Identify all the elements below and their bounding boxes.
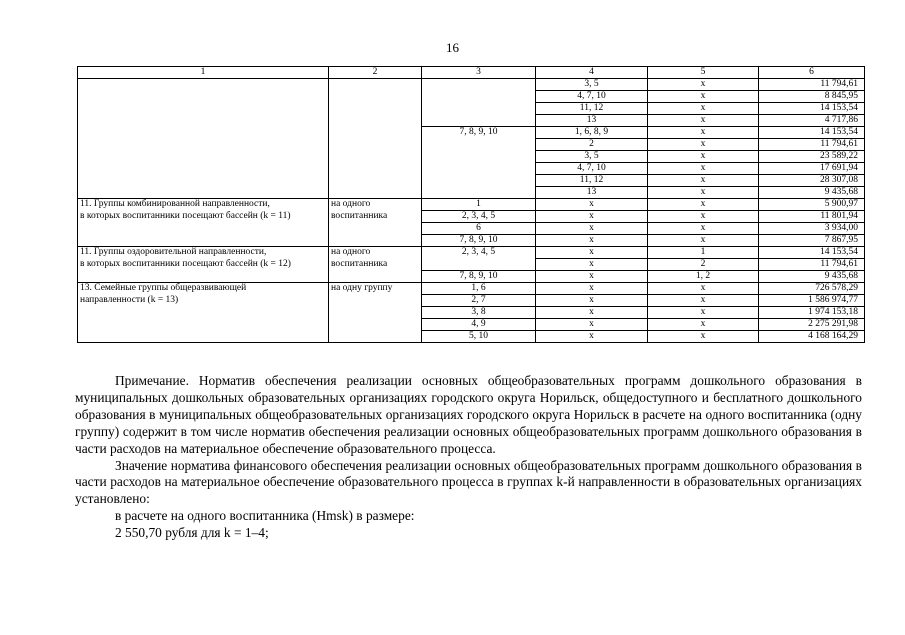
per-pupil-line: в расчете на одного воспитанника (Hmsk) в размере: [115,508,415,524]
table-cell [329,151,422,163]
table-cell: 11 794,61 [759,259,865,271]
table-cell [422,91,536,103]
norm-value-paragraph: Значение норматива финансового обеспечения реализации основных общеобразовательных программ дошкольного образования в части расходов на материальное обеспечение образовательного процесса в группах k-й направленности в образовательных организациях установлено: [75,457,862,507]
table-cell: 4, 7, 10 [536,91,648,103]
table-cell: 13 [536,187,648,199]
table-cell: 1, 6 [422,283,536,295]
table-cell: x [536,283,648,295]
table-cell: на одну группу [329,283,422,295]
table-cell [78,103,329,115]
table-cell: x [536,331,648,343]
table-row [78,127,865,139]
table-row [78,103,865,115]
table-cell [78,235,329,247]
table-cell: 7, 8, 9, 10 [422,127,536,139]
table-cell [329,79,422,91]
table-cell [329,127,422,139]
table-cell [329,307,422,319]
table-cell: 9 435,68 [759,187,865,199]
table-cell: x [648,235,759,247]
table-cell: x [648,331,759,343]
table-cell: 1 [648,247,759,259]
table-cell: 13. Семейные группы общеразвивающей [78,283,329,295]
table-cell: x [648,79,759,91]
table-cell: 1 [422,199,536,211]
table-row [78,223,865,235]
table-cell [78,139,329,151]
table-row [78,151,865,163]
table-cell: x [536,235,648,247]
table-row [78,283,865,295]
table-cell [422,151,536,163]
table-cell: воспитанника [329,211,422,223]
table-cell: 2, 7 [422,295,536,307]
table-cell: 2, 3, 4, 5 [422,211,536,223]
table-cell: x [648,223,759,235]
table-cell: 14 153,54 [759,247,865,259]
table-cell [422,175,536,187]
table-cell: 4, 7, 10 [536,163,648,175]
note-paragraph: Примечание. Норматив обеспечения реализации основных общеобразовательных программ дошкольного образования в муниципальных дошкольных образовательных организациях городского округа Норильск, общедоступного и бесплатного дошкольного образования в муниципальных общеобразовательных организациях городского округа Норильск в расчете на одного воспитанника (одну группу) содержит в том числе норматив обеспечения реализации основных общеобразовательных программ дошкольного образования в части расходов на материальное обеспечение образовательного процесса. [75,373,862,456]
table-cell: 14 153,54 [759,103,865,115]
table-cell: 7 867,95 [759,235,865,247]
table-cell: 11 794,61 [759,79,865,91]
table-cell [422,259,536,271]
table-row [78,139,865,151]
table-cell: 7, 8, 9, 10 [422,235,536,247]
table-row [78,175,865,187]
table-cell [78,331,329,343]
table-row [78,115,865,127]
table-row [78,247,865,259]
table-row [78,295,865,307]
table-row [78,79,865,91]
table-cell: x [648,151,759,163]
table-cell: 11 801,94 [759,211,865,223]
table-cell: x [648,295,759,307]
header-cell: 6 [759,67,865,79]
table-cell: x [536,247,648,259]
table-row [78,331,865,343]
table-cell [78,271,329,283]
table-cell: 3, 5 [536,151,648,163]
table-row [78,187,865,199]
table-cell [329,103,422,115]
header-cell: 3 [422,67,536,79]
note-text [75,373,862,542]
table-cell [329,139,422,151]
table-cell: 28 307,08 [759,175,865,187]
table-cell [329,331,422,343]
header-cell: 4 [536,67,648,79]
table-cell [422,163,536,175]
table-cell: x [648,127,759,139]
table-cell: 4, 9 [422,319,536,331]
table-row [78,307,865,319]
table-cell: x [536,259,648,271]
norms-table [77,66,865,343]
table-cell: 5 900,97 [759,199,865,211]
table-cell: на одного [329,199,422,211]
table-cell: 6 [422,223,536,235]
table-cell: 11, 12 [536,175,648,187]
table-cell: 7, 8, 9, 10 [422,271,536,283]
table-cell [329,187,422,199]
table-cell [422,187,536,199]
table-cell [78,127,329,139]
table-row [78,319,865,331]
table-cell: 3, 8 [422,307,536,319]
table-cell: 4 168 164,29 [759,331,865,343]
table-cell: x [648,139,759,151]
table-cell: 1, 2 [648,271,759,283]
table-cell: x [648,211,759,223]
table-cell: в которых воспитанники посещают бассейн (k = 12) [78,259,329,271]
header-cell: 5 [648,67,759,79]
table-cell [78,91,329,103]
table-cell: 3, 5 [536,79,648,91]
table-cell: 11. Группы оздоровительной направленности, [78,247,329,259]
table-cell: 17 691,94 [759,163,865,175]
table-cell: на одного [329,247,422,259]
table-cell: 5, 10 [422,331,536,343]
table-cell [329,175,422,187]
table-row [78,235,865,247]
table-cell: x [536,211,648,223]
table-row [78,211,865,223]
table-cell: 11. Группы комбинированной направленности, [78,199,329,211]
table-cell: x [648,103,759,115]
table-cell [329,235,422,247]
table-cell: x [648,199,759,211]
table-cell: 1 974 153,18 [759,307,865,319]
table-cell: 726 578,29 [759,283,865,295]
header-cell: 1 [78,67,329,79]
table-cell: 2, 3, 4, 5 [422,247,536,259]
table-cell [78,307,329,319]
table-cell: 2 275 291,98 [759,319,865,331]
table-cell: x [536,223,648,235]
table-cell [422,115,536,127]
table-cell [329,115,422,127]
table-cell: x [536,199,648,211]
table-cell: 11 794,61 [759,139,865,151]
table-cell: x [648,283,759,295]
table-cell: направленности (k = 13) [78,295,329,307]
table-cell [422,103,536,115]
table-cell: 8 845,95 [759,91,865,103]
table-cell: 14 153,54 [759,127,865,139]
table-row [78,91,865,103]
table-row [78,259,865,271]
table-cell: x [648,175,759,187]
table-cell [78,223,329,235]
amount-line: 2 550,70 рубля для k = 1–4; [115,525,269,541]
table-cell: 1 586 974,77 [759,295,865,307]
table-cell: воспитанника [329,259,422,271]
table-cell [329,271,422,283]
table-cell: 3 934,00 [759,223,865,235]
table-cell: x [648,187,759,199]
table-cell [329,163,422,175]
table-cell: x [536,307,648,319]
table-row [78,271,865,283]
table-cell: 4 717,86 [759,115,865,127]
table-cell: x [536,295,648,307]
table-cell [78,187,329,199]
table-cell: 2 [536,139,648,151]
table-cell: x [648,307,759,319]
table-cell: x [648,319,759,331]
table-row [78,163,865,175]
table-cell: 13 [536,115,648,127]
table-cell: 1, 6, 8, 9 [536,127,648,139]
table-cell: 23 589,22 [759,151,865,163]
table-cell [329,295,422,307]
table-cell: x [648,163,759,175]
table-cell [422,79,536,91]
table-row [78,199,865,211]
table-cell [78,151,329,163]
table-cell [329,319,422,331]
table-cell [422,139,536,151]
table-cell: 2 [648,259,759,271]
table-cell [78,163,329,175]
table-cell: x [648,115,759,127]
table-header-row [78,67,865,79]
table-cell [78,319,329,331]
table-cell [329,91,422,103]
table-cell [78,79,329,91]
table-cell [329,223,422,235]
table-cell [78,175,329,187]
table-cell: x [536,319,648,331]
table-cell: x [648,91,759,103]
table-cell: x [536,271,648,283]
table-cell [78,115,329,127]
header-cell: 2 [329,67,422,79]
table-cell: 11, 12 [536,103,648,115]
page-number: 16 [446,40,459,55]
table-cell: 9 435,68 [759,271,865,283]
table-cell: в которых воспитанники посещают бассейн (k = 11) [78,211,329,223]
